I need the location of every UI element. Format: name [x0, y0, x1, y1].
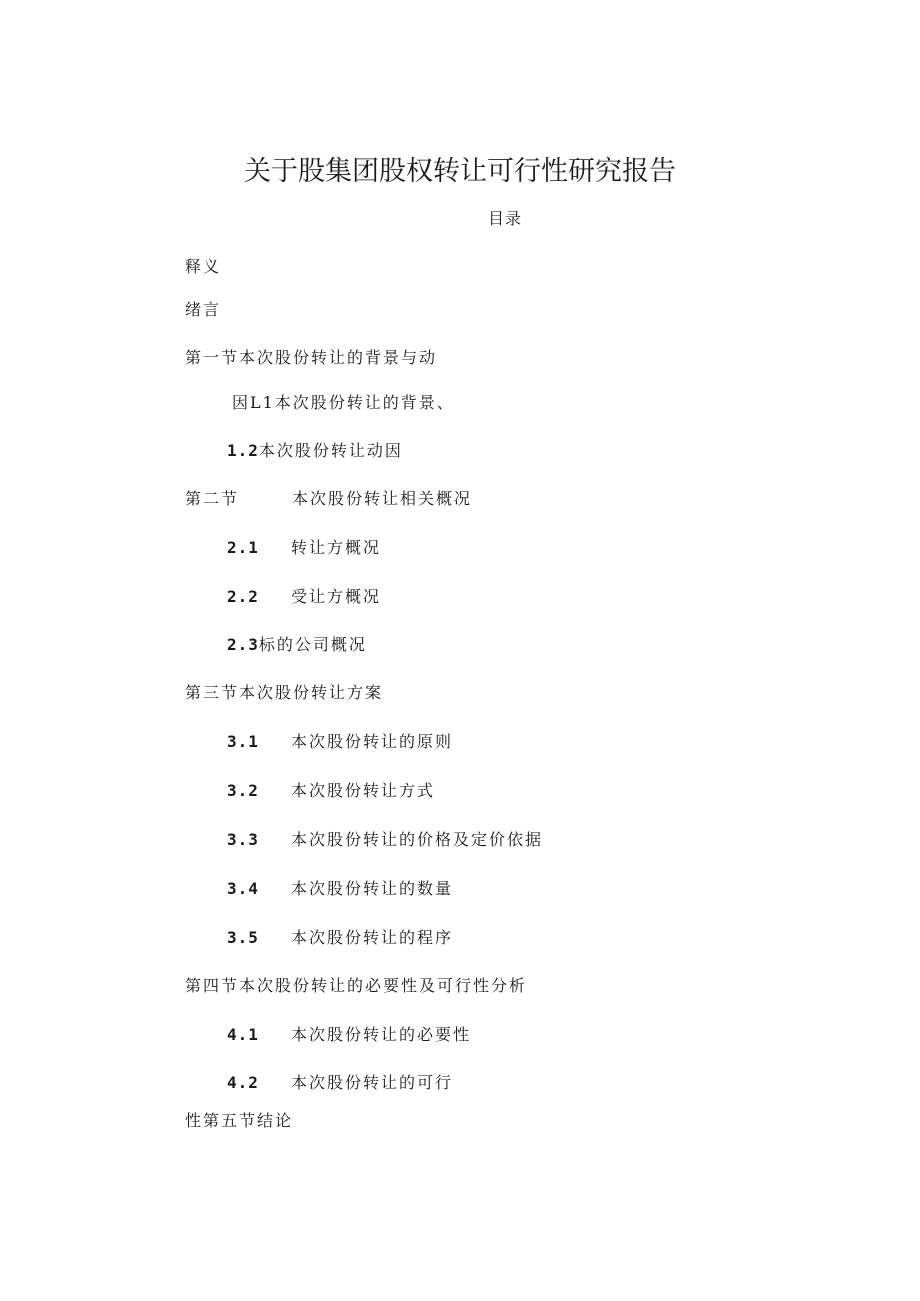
- toc-number: 4.2: [227, 1073, 259, 1092]
- toc-entry-3-4: [227, 878, 453, 900]
- toc-heading: 目录: [488, 209, 523, 228]
- toc-entry-1-2: [227, 440, 403, 462]
- toc-entry-section1: 第一节本次股份转让的背景与动: [185, 348, 438, 367]
- toc-entry-shiyi: 释义: [185, 257, 222, 276]
- toc-entry-xuyan: 绪言: [185, 300, 222, 319]
- toc-entry-text: 本次股份转让动因: [258, 441, 403, 460]
- toc-entry-4-1: [227, 1024, 471, 1046]
- toc-number: 3.4: [227, 879, 259, 898]
- toc-entry-text: 本次股份转让的数量: [291, 879, 454, 898]
- toc-number: 4.1: [227, 1025, 259, 1044]
- toc-entry-2-3: [227, 634, 367, 656]
- toc-entry-text: 本次股份转让的可行: [291, 1073, 454, 1092]
- toc-number: 2.3: [227, 635, 259, 654]
- toc-section-prefix: 第二节: [185, 489, 240, 508]
- toc-entry-2-1: [227, 537, 381, 559]
- document-title: 关于股集团股权转让可行性研究报告: [244, 156, 676, 187]
- toc-entry-text: 本次股份转让的原则: [291, 732, 454, 751]
- toc-entry-text: 本次股份转让的价格及定价依据: [291, 830, 544, 849]
- toc-entry-3-1: [227, 731, 453, 753]
- toc-number: 3.3: [227, 830, 259, 849]
- toc-number: 1.2: [227, 441, 259, 460]
- toc-entry-section3: 第三节本次股份转让方案: [185, 683, 384, 702]
- toc-entry-section2: [185, 488, 472, 510]
- toc-entry-conclusion: 性第五节结论: [185, 1111, 294, 1130]
- toc-entry-text: 本次股份转让方式: [291, 781, 436, 800]
- toc-number: 2.2: [227, 587, 259, 606]
- toc-entry-2-2: [227, 586, 381, 608]
- toc-entry-section4: 第四节本次股份转让的必要性及可行性分析: [185, 976, 528, 995]
- toc-entry-3-3: [227, 829, 543, 851]
- toc-entry-text: 标的公司概况: [258, 635, 367, 654]
- toc-number: 3.2: [227, 781, 259, 800]
- toc-entry-3-5: [227, 927, 453, 949]
- toc-entry-1-1: 因L1本次股份转让的背景、: [232, 393, 455, 412]
- toc-entry-text: 本次股份转让的必要性: [291, 1025, 472, 1044]
- toc-entry-text: 受让方概况: [291, 587, 382, 606]
- toc-entry-text: 本次股份转让相关概况: [292, 489, 473, 508]
- toc-number: 3.5: [227, 928, 259, 947]
- toc-entry-3-2: [227, 780, 435, 802]
- toc-entry-4-2: [227, 1072, 453, 1094]
- toc-entry-text: 转让方概况: [291, 538, 382, 557]
- toc-number: 3.1: [227, 732, 259, 751]
- toc-entry-text: 本次股份转让的程序: [291, 928, 454, 947]
- toc-number: 2.1: [227, 538, 259, 557]
